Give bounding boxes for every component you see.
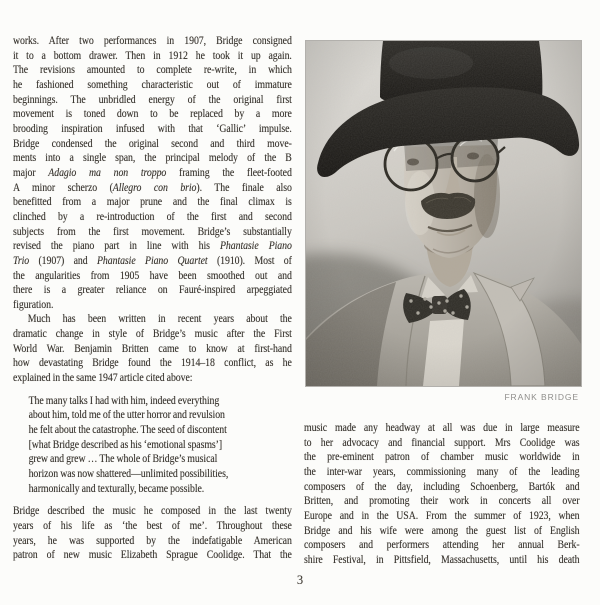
paragraph-3 [13,503,292,562]
text-line: The many talks I had with him, indeed everything [28,392,220,407]
text-line: there is a greater reliance on Fauré-inspired arpeggiated [13,282,292,297]
text-line: figuration. [13,296,54,311]
text-line: he felt about the catastrophe. The seed of discontent [28,422,227,437]
paragraph-1 [13,33,292,311]
paragraph-4 [304,420,580,567]
text-line: music made any headway at all was due in large measure [304,420,580,434]
text-line: World War. Benjamin Britten came to know at first-hand [13,340,292,355]
text-line: to her advocacy and financial support. Mrs Coolidge was [304,434,580,449]
text-line: grew and grew … The whole of Bridge’s musical [28,451,218,466]
text-line: A minor scherzo (Allegro con brio). The finale also [13,179,292,194]
right-column [304,420,580,567]
text-line: ments into a single span, the principal melody of the B [13,150,292,165]
text-line: Bridge condensed the original second and third move- [13,135,292,150]
text-line: beginnings. The unbridled energy of the original first [13,91,292,106]
text-line: it to a bottom drawer. Then in 1912 he took it up again. [13,47,292,62]
block-quote [13,393,292,496]
portrait-illustration [306,41,581,386]
text-line: about him, told me of the utter horror and revulsion [28,407,225,422]
text-line: the angularities from 1905 have been smoothed out and [13,267,292,282]
text-line: he fashioned something characteristic out of immature [13,76,292,91]
text-line: composers and performers attending her annual Berk- [304,537,580,552]
text-line: The revisions amounted to complete re-write, in which [13,62,292,77]
text-line: horizon was now shattered—unlimited possibilities, [28,466,229,481]
text-line: major Adagio ma non troppo framing the fleet-footed [13,164,292,179]
left-column [13,33,292,562]
frank-bridge-photo [305,40,582,387]
text-line: [what Bridge described as his ‘emotional spasms’] [28,436,223,451]
text-line: subjects from the first movement. Bridge’s substantially [13,223,292,238]
text-line: the inter-war years, commissioning many of the leading [304,463,580,478]
text-line: revised the piano part in line with his Phantasie Piano [13,238,292,253]
text-line: clinched by a re-introduction of the first and second [13,208,292,223]
text-line: movement is toned down to be replaced by a more [13,106,292,121]
text-line: years, he was supported by the indefatigable American [13,532,292,547]
text-line: Bridge described the music he composed in the last twenty [13,503,292,518]
paragraph-2 [13,311,292,384]
text-line: explained in the same 1947 article cited above: [13,370,193,385]
text-line: benefitted from a major prune and the final climax is [13,194,292,209]
text-line: Trio (1907) and Phantasie Piano Quartet (1910). Most of [13,252,292,267]
text-line: the pre-eminent patron of chamber music worldwide in [304,449,580,464]
text-line: works. After two performances in 1907, Bridge consigned [13,33,292,47]
text-line: composers of the day, including Schoenberg, Bartók and [304,478,580,493]
text-line: Bridge and his wife were among the guest list of English [304,522,580,537]
page-number: 3 [296,573,304,587]
text-line: harmonically and texturally, became possible. [28,480,205,495]
text-line: dramatic change in style of Bridge’s music after the First [13,326,292,341]
photo-caption: FRANK BRIDGE [504,392,579,402]
text-line: Much has been written in recent years about the [27,311,292,326]
text-line: years of his life as ‘the best of me’. Throughout these [13,518,292,532]
text-line: brooding inspiration infused with that ‘Gallic’ impulse. [13,120,292,135]
text-line: shire Festival, in Pittsfield, Massachusetts, until his death [304,551,580,566]
text-line: Britten, and promoting their work in concerts all over [304,493,580,508]
text-line: how devastating Bridge found the 1914–18 conflict, as he [13,355,292,370]
text-line: Europe and in the USA. From the summer of 1923, when [304,507,580,522]
text-line: patron of new music Elizabeth Sprague Coolidge. That the [13,547,292,562]
